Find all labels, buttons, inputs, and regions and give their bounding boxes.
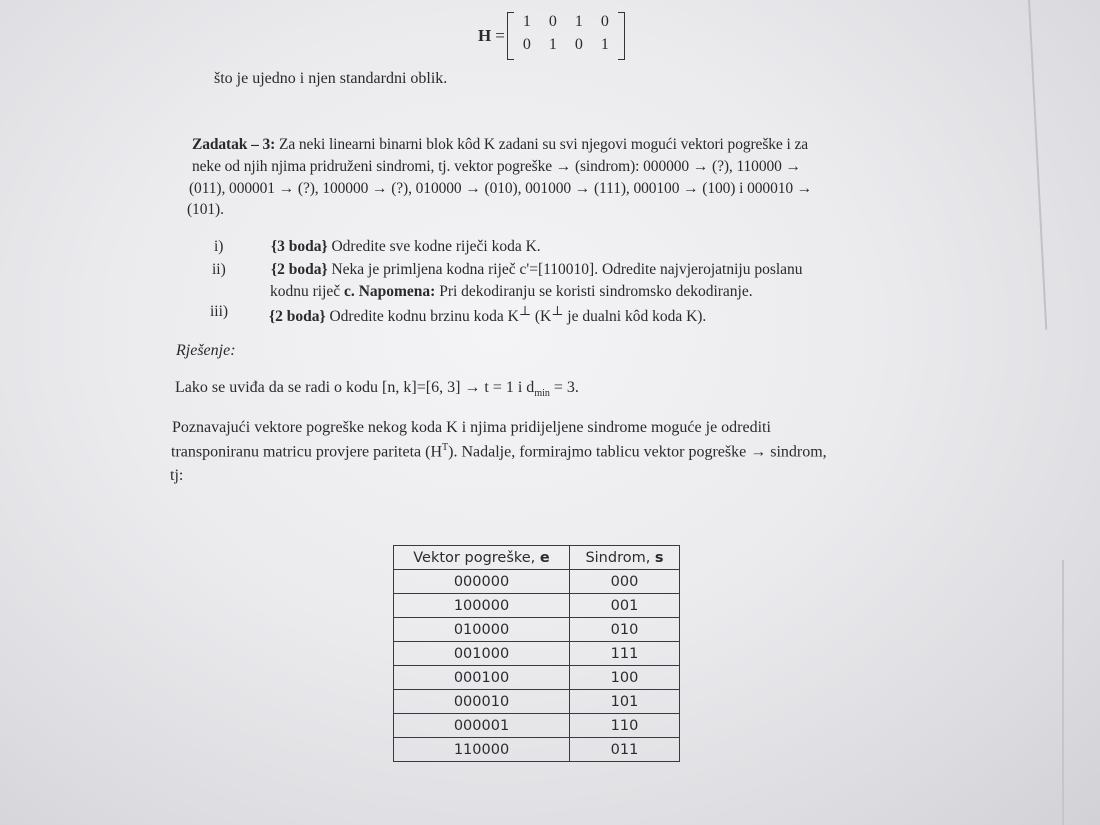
error-vector-cell: 110000 xyxy=(394,738,570,762)
solution-heading: Rješenje: xyxy=(176,342,236,359)
item-text-i xyxy=(271,238,541,256)
syndrome-cell: 010 xyxy=(570,618,680,642)
syndrome-cell: 001 xyxy=(570,594,680,618)
table-row xyxy=(394,666,680,690)
syndrome-cell: 000 xyxy=(570,570,680,594)
header-error-vector xyxy=(394,546,570,570)
matrix-cell: 0 xyxy=(522,36,531,53)
item-body-iii: Odredite kodnu brzinu koda K xyxy=(329,308,519,326)
solution-para-1-text: Lako se uviđa da se radi o kodu [n, k]=[6, 3] → t = 1 i d xyxy=(175,379,535,396)
item-note: Pri dekodiranju se koristi sindromsko dekodiranje. xyxy=(439,283,753,300)
table-row xyxy=(394,642,680,666)
error-vector-cell: 000000 xyxy=(394,570,570,594)
item-paren-open: (K xyxy=(531,308,552,326)
error-vector-cell: 000001 xyxy=(394,714,570,738)
error-vector-cell: 000100 xyxy=(394,666,570,690)
dual-superscript: ⊥ xyxy=(518,303,532,318)
item-body-ii: Neka je primljena kodna riječ c'=[110010]. Odredite najvjerojatniju poslanu xyxy=(331,261,803,278)
error-vector-cell: 010000 xyxy=(394,618,570,642)
item-points-ii: {2 boda} xyxy=(271,261,328,278)
table-row xyxy=(394,714,680,738)
header-syndrome-symbol: s xyxy=(654,549,664,566)
matrix-equals: = xyxy=(495,26,505,45)
matrix-cell: 1 xyxy=(574,13,583,30)
solution-para-2-line-1: Poznavajući vektore pogreške nekog koda K i njima pridijeljene sindrome moguće je odrediti xyxy=(172,419,771,436)
item-note-label: Napomena: xyxy=(358,283,436,300)
matrix-h xyxy=(478,10,625,62)
syndrome-cell: 101 xyxy=(570,690,680,714)
syndrome-cell: 011 xyxy=(570,738,680,762)
task-line-1 xyxy=(192,136,808,154)
solution-para-1-end: = 3. xyxy=(549,379,579,396)
item-label-ii: ii) xyxy=(212,261,226,278)
solution-para-1 xyxy=(175,379,579,399)
item-body-ii-cont: kodnu riječ xyxy=(270,283,341,300)
syndrome-table xyxy=(393,545,680,762)
table-row xyxy=(394,690,680,714)
dual-superscript-2: ⊥ xyxy=(551,303,564,318)
matrix-left-bracket xyxy=(507,12,514,60)
solution-para-2-line-3: tj: xyxy=(170,467,184,484)
table-row xyxy=(394,594,680,618)
header-syndrome-label: Sindrom, xyxy=(585,549,651,566)
matrix-cell: 0 xyxy=(574,36,583,53)
item-points-iii: {2 boda} xyxy=(269,308,326,326)
item-body-i: Odredite sve kodne riječi koda K. xyxy=(331,238,541,255)
solution-para-2-text: transponiranu matricu provjere pariteta (H xyxy=(171,443,442,461)
error-vector-cell: 100000 xyxy=(394,594,570,618)
error-vector-cell: 001000 xyxy=(394,642,570,666)
matrix-cell: 0 xyxy=(548,13,557,30)
item-bold-c: c. xyxy=(344,283,355,300)
error-vector-cell: 000010 xyxy=(394,690,570,714)
header-syndrome xyxy=(570,546,680,570)
task-text-1: Za neki linearni binarni blok kôd K zadani su svi njegovi mogući vektori pogreške i za xyxy=(278,136,809,153)
syndrome-cell: 111 xyxy=(570,642,680,666)
header-error-vector-symbol: e xyxy=(539,549,550,566)
matrix-cell: 1 xyxy=(548,36,557,53)
matrix-cell: 0 xyxy=(600,13,609,30)
item-points-i: {3 boda} xyxy=(271,238,328,255)
item-paren-close: je dualni kôd koda K). xyxy=(563,308,707,326)
syndrome-cell: 110 xyxy=(570,714,680,738)
matrix-cell: 1 xyxy=(522,13,531,30)
syndrome-cell: 100 xyxy=(570,666,680,690)
task-line-2: neke od njih njima pridruženi sindromi, tj. vektor pogreške → (sindrom): 000000 → (?), 110000 → xyxy=(192,158,801,175)
matrix-cell: 1 xyxy=(600,36,609,53)
task-line-3: (011), 000001 → (?), 100000 → (?), 010000 → (010), 001000 → (111), 000100 → (100) i 000010 → xyxy=(189,180,813,197)
matrix-cells xyxy=(514,13,618,59)
standard-form-text: što je ujedno i njen standardni oblik. xyxy=(214,70,448,87)
item-text-iii xyxy=(269,303,706,326)
task-line-4: (101). xyxy=(187,201,224,218)
item-text-ii-cont xyxy=(270,283,753,301)
table-row xyxy=(394,618,680,642)
item-text-ii xyxy=(271,261,803,279)
solution-para-2-text-b: ). Nadalje, formirajmo tablicu vektor pogreške → sindrom, xyxy=(448,443,827,461)
item-label-i: i) xyxy=(214,238,224,255)
header-error-vector-label: Vektor pogreške, xyxy=(413,549,536,566)
matrix-right-bracket xyxy=(618,12,625,60)
table-row xyxy=(394,738,680,762)
item-label-iii: iii) xyxy=(210,303,229,320)
table-header-row xyxy=(394,546,680,570)
task-heading: Zadatak – 3: xyxy=(192,136,276,153)
solution-para-2-line-2 xyxy=(171,442,827,461)
transpose-superscript: T xyxy=(442,442,449,453)
matrix-name: H xyxy=(478,26,492,45)
dmin-subscript: min xyxy=(534,388,550,400)
table-row xyxy=(394,570,680,594)
